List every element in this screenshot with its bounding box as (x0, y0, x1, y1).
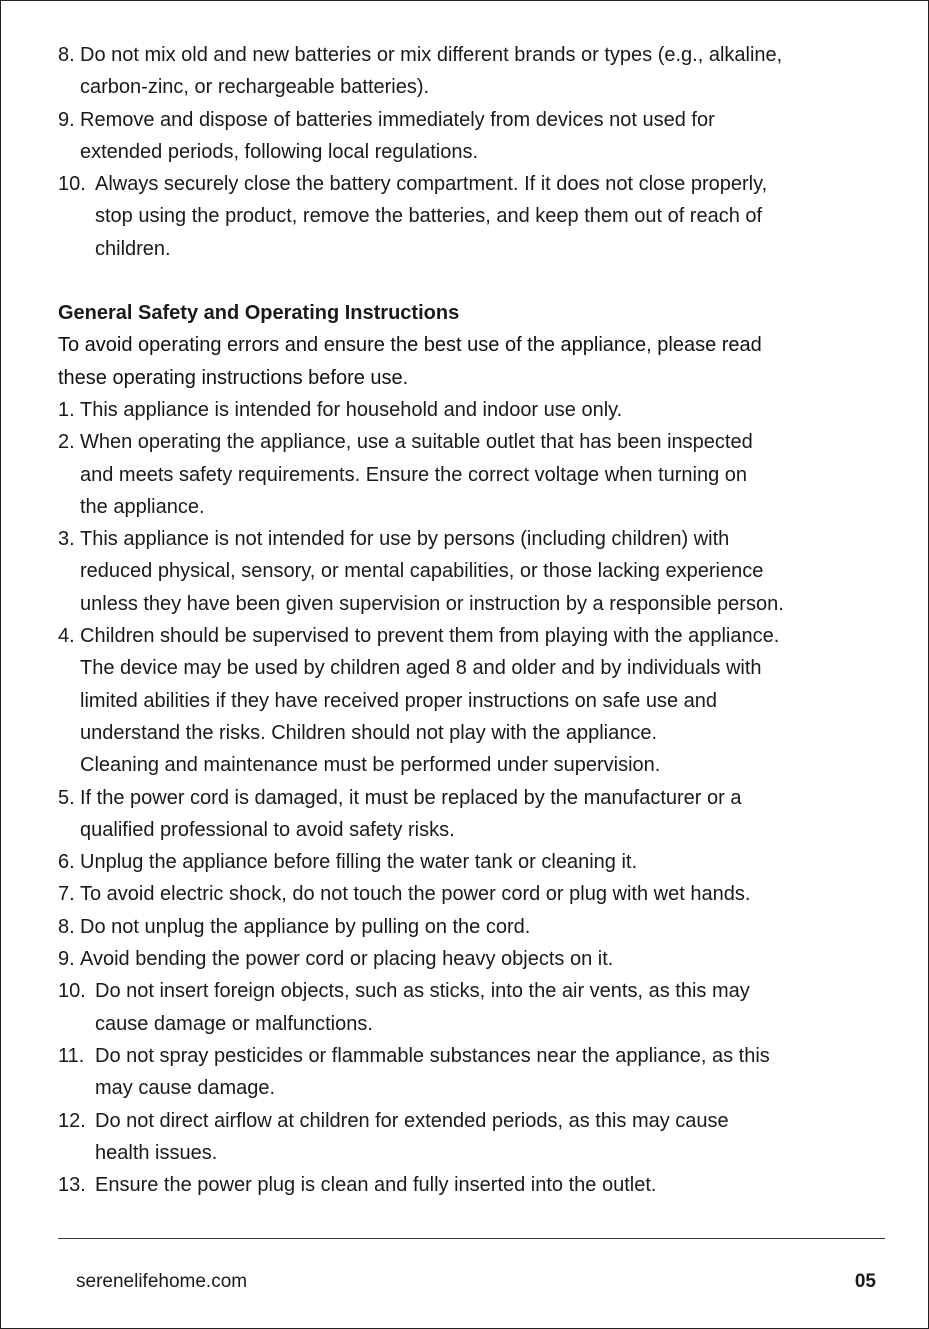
item-number: 6. (58, 851, 75, 874)
item-text-line: understand the risks. Children should not play with the appliance. (80, 721, 658, 744)
item-text-line: Avoid bending the power cord or placing heavy objects on it. (80, 948, 614, 971)
item-number: 11. (58, 1044, 85, 1067)
list-item (58, 426, 878, 523)
item-text-line: the appliance. (80, 495, 205, 518)
item-text-line: Do not mix old and new batteries or mix different brands or types (e.g., alkaline, (80, 44, 783, 66)
item-text-line: Do not direct airflow at children for extended periods, as this may cause (95, 1109, 729, 1132)
item-text-line: Unplug the appliance before filling the water tank or cleaning it. (80, 851, 638, 874)
item-text-line: The device may be used by children aged 8 and older and by individuals with (80, 657, 762, 680)
item-number: 10. (58, 980, 86, 1003)
item-text-line: If the power cord is damaged, it must be replaced by the manufacturer or a (80, 786, 742, 809)
list-item (58, 168, 878, 265)
item-text-line: extended periods, following local regulations. (80, 140, 479, 163)
list-item (58, 878, 878, 910)
footer-website: serenelifehome.com (76, 1271, 248, 1292)
safety-instructions-list (58, 394, 878, 1201)
item-text-line: Always securely close the battery compartment. If it does not close properly, (95, 173, 768, 196)
item-text-line: Do not insert foreign objects, such as sticks, into the air vents, as this may (95, 980, 750, 1003)
list-item (58, 620, 878, 781)
footer-divider (58, 1238, 885, 1239)
page-number: 05 (854, 1271, 876, 1292)
list-item (58, 943, 878, 975)
list-item (58, 846, 878, 878)
item-number: 10. (58, 173, 86, 196)
item-text-line: Ensure the power plug is clean and fully inserted into the outlet. (95, 1174, 657, 1197)
battery-instructions-list (58, 39, 878, 265)
item-number: 4. (58, 625, 75, 648)
item-text-line: carbon-zinc, or rechargeable batteries). (80, 76, 430, 99)
item-text-line: limited abilities if they have received proper instructions on safe use and (80, 689, 718, 712)
list-item (58, 1105, 878, 1170)
item-number: 8. (58, 915, 75, 938)
list-item (58, 1169, 878, 1201)
item-number: 12. (58, 1109, 86, 1132)
item-text-line: qualified professional to avoid safety risks. (80, 818, 455, 841)
list-item (58, 782, 878, 847)
item-text-line: Do not spray pesticides or flammable substances near the appliance, as this (95, 1044, 770, 1067)
item-text-line: This appliance is intended for household and indoor use only. (80, 398, 623, 421)
item-text-line: Do not unplug the appliance by pulling on the cord. (80, 915, 531, 938)
intro-line: To avoid operating errors and ensure the best use of the appliance, please read (58, 334, 762, 357)
item-number: 9. (58, 948, 75, 971)
item-number: 2. (58, 431, 75, 454)
item-text-line: unless they have been given supervision or instruction by a responsible person. (80, 592, 784, 615)
item-number: 9. (58, 108, 75, 131)
item-text-line: This appliance is not intended for use by persons (including children) with (80, 528, 730, 551)
list-item (58, 1040, 878, 1105)
item-number: 13. (58, 1174, 86, 1197)
item-text-line: reduced physical, sensory, or mental capabilities, or those lacking experience (80, 560, 764, 583)
item-text-line: cause damage or malfunctions. (95, 1012, 373, 1035)
item-text-line: When operating the appliance, use a suitable outlet that has been inspected (80, 431, 753, 454)
item-number: 1. (58, 398, 75, 421)
item-text-line: health issues. (95, 1141, 218, 1164)
page-content (58, 39, 878, 1201)
item-text-line: To avoid electric shock, do not touch the power cord or plug with wet hands. (80, 883, 751, 906)
list-item (58, 104, 878, 169)
section-intro (58, 329, 878, 394)
item-number: 8. (58, 44, 75, 66)
item-text-line: stop using the product, remove the batteries, and keep them out of reach of (95, 205, 763, 228)
list-item (58, 394, 878, 426)
item-text-line: children. (95, 237, 171, 260)
item-number: 3. (58, 528, 75, 551)
list-item (58, 39, 878, 104)
item-text-line: Cleaning and maintenance must be performed under supervision. (80, 754, 661, 777)
section-heading: General Safety and Operating Instructions (58, 302, 460, 325)
item-number: 7. (58, 883, 75, 906)
list-item (58, 523, 878, 620)
section-spacer (58, 265, 878, 297)
item-text-line: Children should be supervised to prevent them from playing with the appliance. (80, 625, 780, 648)
list-item (58, 975, 878, 1040)
intro-line: these operating instructions before use. (58, 366, 409, 389)
item-number: 5. (58, 786, 75, 809)
list-item (58, 911, 878, 943)
item-text-line: may cause damage. (95, 1077, 276, 1100)
item-text-line: Remove and dispose of batteries immediately from devices not used for (80, 108, 715, 131)
item-text-line: and meets safety requirements. Ensure the correct voltage when turning on (80, 463, 748, 486)
